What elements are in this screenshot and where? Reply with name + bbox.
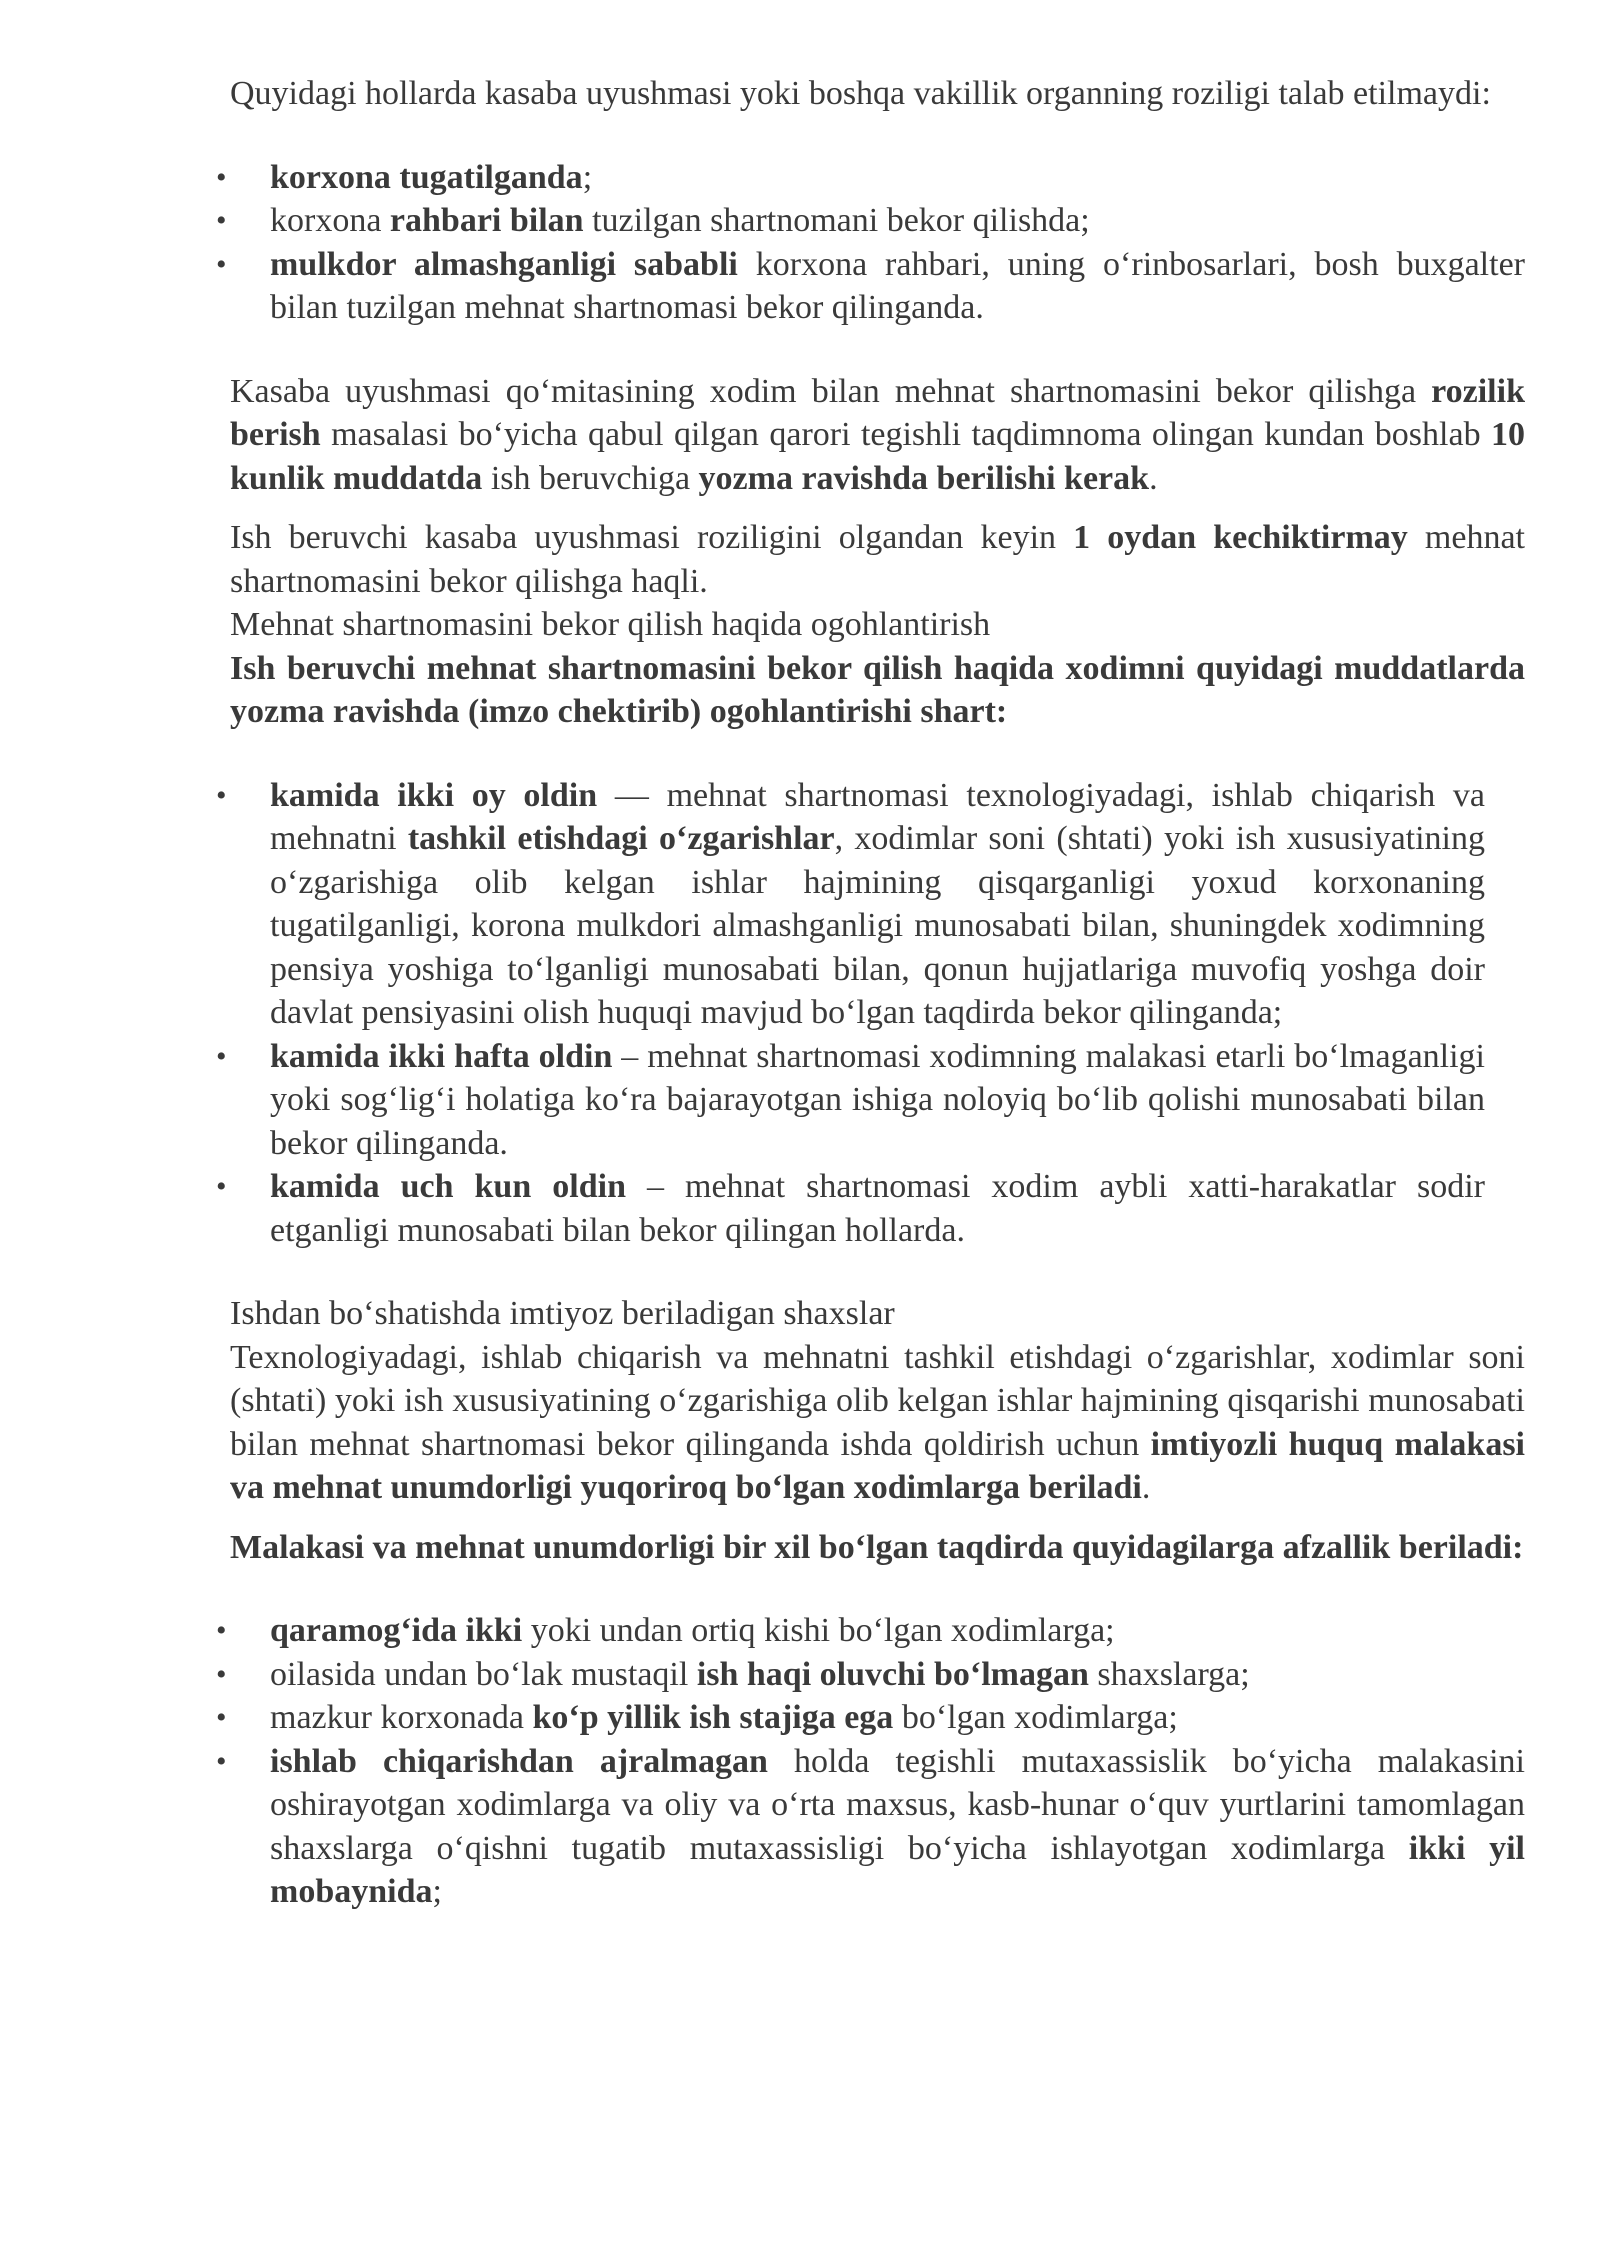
list-item: • kamida ikki hafta oldin – mehnat shartnomasi xodimning malakasi etarli bo‘lmaganligi yoki sog‘lig‘i holatiga ko‘ra bajarayotgan ishiga noloyiq bo‘lib qolishi munosabati bilan bekor qilinganda. xyxy=(230,1035,1485,1166)
warning-requirement-paragraph: Ish beruvchi mehnat shartnomasini bekor qilish haqida xodimni quyidagi muddatlarda yozma ravishda (imzo chektirib) ogohlantirishi shart: xyxy=(230,649,1525,730)
list-item: • korxona tugatilganda; xyxy=(230,156,1525,200)
notice-periods-list xyxy=(230,774,1485,1253)
list-item: • oilasida undan bo‘lak mustaqil ish haqi oluvchi bo‘lmagan shaxslarga; xyxy=(230,1653,1525,1697)
section-heading-privileges: Ishdan bo‘shatishda imtiyoz beriladigan shaxslar xyxy=(230,1295,895,1332)
list-item: • kamida uch kun oldin – mehnat shartnomasi xodim aybli xatti-harakatlar sodir etganligi munosabati bilan bekor qilingan hollarda. xyxy=(230,1165,1485,1252)
list-item: • ishlab chiqarishdan ajralmagan holda tegishli mutaxassislik bo‘yicha malakasini oshirayotgan xodimlarga va oliy va o‘rta maxsus, kasb-hunar o‘quv yurtlarini tamomlagan shaxslarga o‘qishni tugatib mutaxassisligi bo‘yicha ishlayotgan xodimlarga ikki yil mobaynida; xyxy=(230,1740,1525,1914)
list-item: • mazkur korxonada ko‘p yillik ish stajiga ega bo‘lgan xodimlarga; xyxy=(230,1696,1525,1740)
list-item: • kamida ikki oy oldin — mehnat shartnomasi texnologiyadagi, ishlab chiqarish va mehnatni tashkil etishdagi o‘zgarishlar, xodimlar soni (shtati) yoki ish xususiyatining o‘zgarishiga olib kelgan ishlar hajmining qisqarganligi yoxud korxonaning tugatilganligi, korona mulkdori almashganligi munosabati bilan, shuningdek xodimning pensiya yoshiga to‘lganligi munosabati bilan, qonun hujjatlariga muvofiq yoshga doir davlat pensiyasini olish huquqi mavjud bo‘lgan taqdirda bekor qilinganda; xyxy=(230,774,1485,1035)
consent-exceptions-list xyxy=(230,156,1525,330)
list-item: • korxona rahbari bilan tuzilgan shartnomani bekor qilishda; xyxy=(230,199,1525,243)
preference-intro-paragraph: Malakasi va mehnat unumdorligi bir xil bo‘lgan taqdirda quyidagilarga afzallik beriladi: xyxy=(230,1528,1524,1566)
list-item: • qaramog‘ida ikki yoki undan ortiq kishi bo‘lgan xodimlarga; xyxy=(230,1609,1525,1653)
privilege-paragraph: Texnologiyadagi, ishlab chiqarish va mehnatni tashkil etishdagi o‘zgarishlar, xodimlar soni (shtati) yoki ish xususiyatining o‘zgarishiga olib kelgan ishlar hajmining qisqarishi munosabati bilan mehnat shartnomasi bekor qilinganda ishda qoldirish uchun imtiyozli huquq malakasi va mehnat unumdorligi yuqoriroq bo‘lgan xodimlarga beriladi. xyxy=(230,1338,1525,1506)
list-item: • mulkdor almashganligi sababli korxona rahbari, uning o‘rinbosarlari, bosh buxgalter bilan tuzilgan mehnat shartnomasi bekor qilinganda. xyxy=(230,243,1525,330)
preference-list xyxy=(230,1609,1525,1914)
intro-paragraph: Quyidagi hollarda kasaba uyushmasi yoki boshqa vakillik organning roziligi talab etilmaydi: xyxy=(230,75,1491,112)
section-heading-warning: Mehnat shartnomasini bekor qilish haqida ogohlantirish xyxy=(230,606,991,643)
employer-right-paragraph: Ish beruvchi kasaba uyushmasi roziligini olgandan keyin 1 oydan kechiktirmay mehnat shartnomasini bekor qilishga haqli. xyxy=(230,519,1526,600)
union-decision-paragraph: Kasaba uyushmasi qo‘mitasining xodim bilan mehnat shartnomasini bekor qilishga rozilik berish masalasi bo‘yicha qabul qilgan qarori tegishli taqdimnoma olingan kundan boshlab 10 kunlik muddatda ish beruvchiga yozma ravishda berilishi kerak. xyxy=(230,372,1525,497)
document-page xyxy=(230,72,1525,1914)
